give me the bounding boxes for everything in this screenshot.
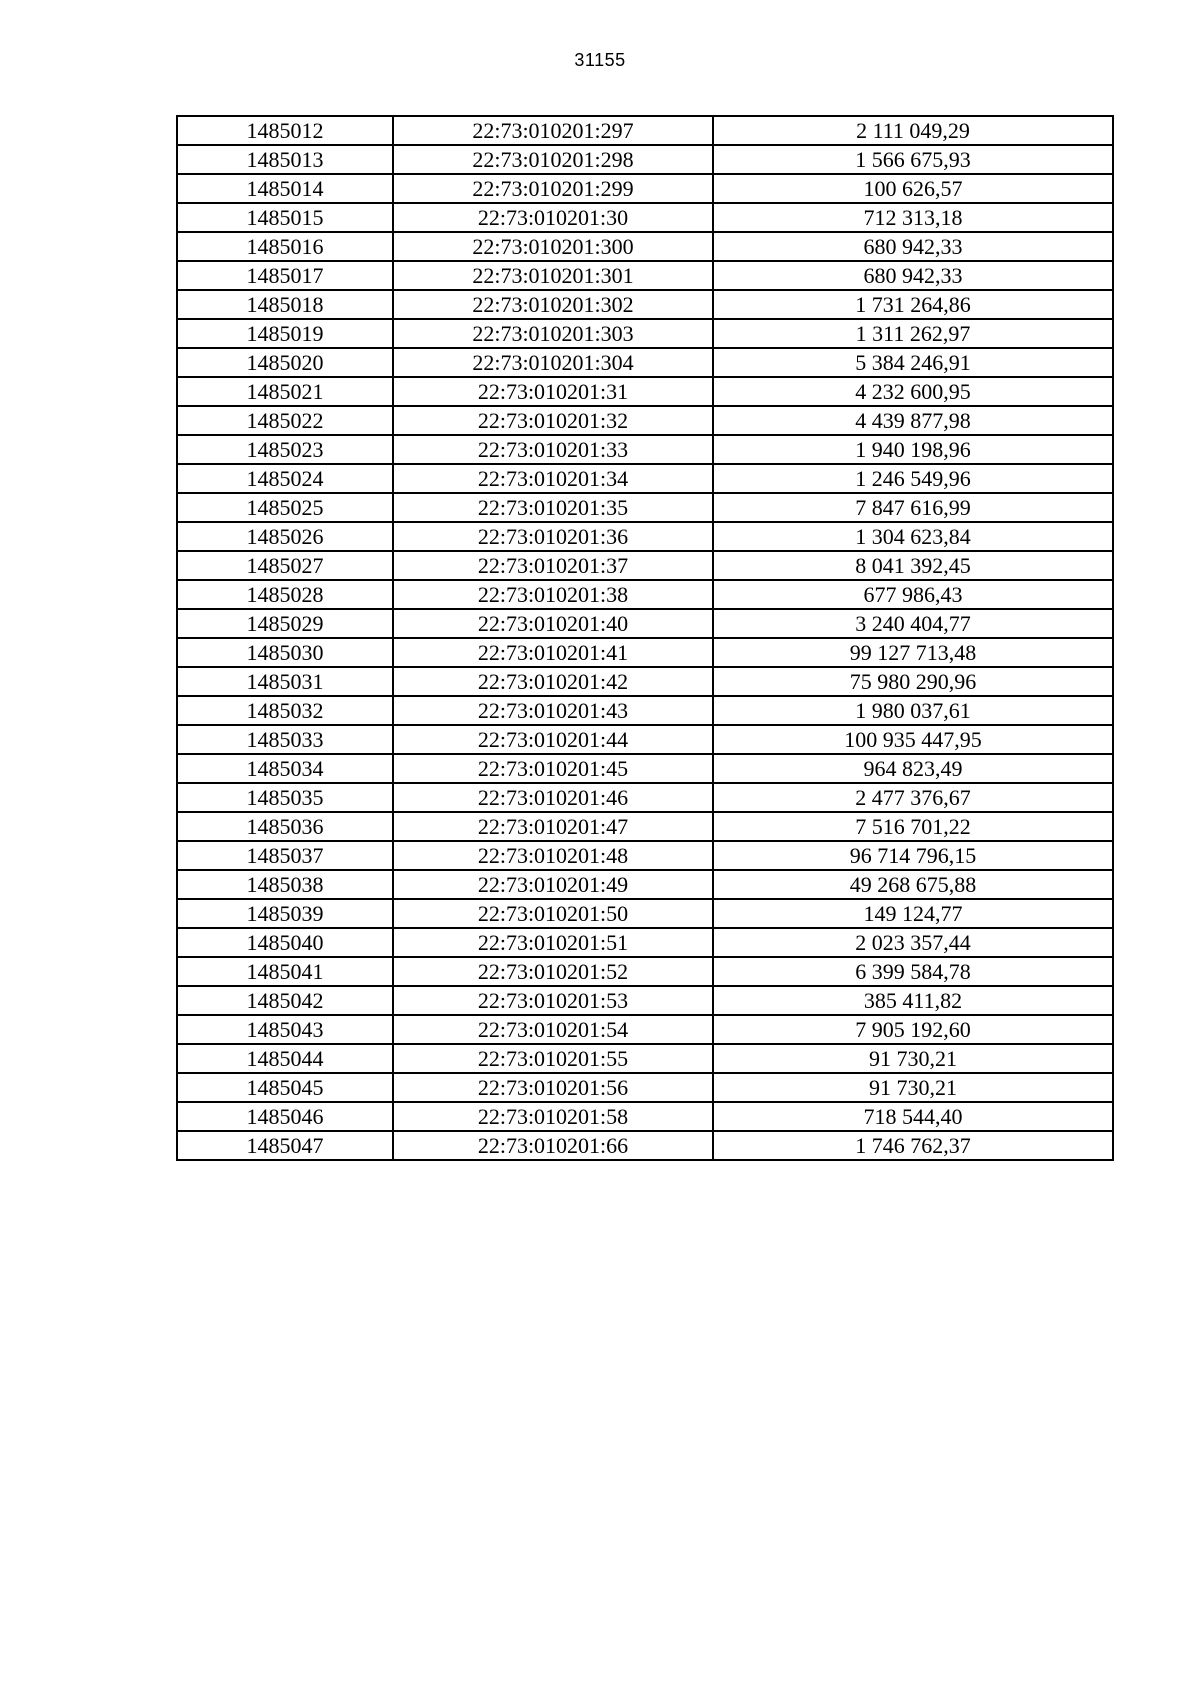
cadastral-value-cell: 7 905 192,60 (713, 1015, 1113, 1044)
table-row (177, 145, 1113, 174)
table-row (177, 406, 1113, 435)
cadastral-value-cell: 1 746 762,37 (713, 1131, 1113, 1160)
row-number-cell: 1485030 (177, 638, 393, 667)
table-row (177, 1102, 1113, 1131)
cadastral-value-cell: 712 313,18 (713, 203, 1113, 232)
page-number: 31155 (574, 50, 626, 70)
cadastral-number-cell: 22:73:010201:303 (393, 319, 713, 348)
table-row (177, 986, 1113, 1015)
cadastral-number-cell: 22:73:010201:298 (393, 145, 713, 174)
table-row (177, 580, 1113, 609)
cadastral-number-cell: 22:73:010201:304 (393, 348, 713, 377)
table-row (177, 319, 1113, 348)
cadastral-value-cell: 6 399 584,78 (713, 957, 1113, 986)
cadastral-number-cell: 22:73:010201:42 (393, 667, 713, 696)
row-number-cell: 1485013 (177, 145, 393, 174)
cadastral-value-cell: 100 626,57 (713, 174, 1113, 203)
cadastral-number-cell: 22:73:010201:56 (393, 1073, 713, 1102)
table-row (177, 783, 1113, 812)
table-row (177, 957, 1113, 986)
table-row (177, 696, 1113, 725)
cadastral-value-cell: 99 127 713,48 (713, 638, 1113, 667)
cadastral-value-cell: 1 311 262,97 (713, 319, 1113, 348)
row-number-cell: 1485021 (177, 377, 393, 406)
row-number-cell: 1485046 (177, 1102, 393, 1131)
row-number-cell: 1485028 (177, 580, 393, 609)
cadastral-value-cell: 75 980 290,96 (713, 667, 1113, 696)
cadastral-number-cell: 22:73:010201:41 (393, 638, 713, 667)
cadastral-value-cell: 8 041 392,45 (713, 551, 1113, 580)
table-row (177, 1073, 1113, 1102)
cadastral-value-cell: 1 304 623,84 (713, 522, 1113, 551)
table-row (177, 435, 1113, 464)
cadastral-number-cell: 22:73:010201:55 (393, 1044, 713, 1073)
cadastral-value-cell: 680 942,33 (713, 232, 1113, 261)
cadastral-value-cell: 1 940 198,96 (713, 435, 1113, 464)
table-row (177, 754, 1113, 783)
row-number-cell: 1485033 (177, 725, 393, 754)
cadastral-value-cell: 2 477 376,67 (713, 783, 1113, 812)
cadastral-value-cell: 7 847 616,99 (713, 493, 1113, 522)
table-row (177, 609, 1113, 638)
cadastral-value-cell: 718 544,40 (713, 1102, 1113, 1131)
cadastral-number-cell: 22:73:010201:299 (393, 174, 713, 203)
row-number-cell: 1485041 (177, 957, 393, 986)
cadastral-value-cell: 3 240 404,77 (713, 609, 1113, 638)
table-body (177, 116, 1113, 1160)
row-number-cell: 1485034 (177, 754, 393, 783)
row-number-cell: 1485014 (177, 174, 393, 203)
row-number-cell: 1485024 (177, 464, 393, 493)
cadastral-value-cell: 4 439 877,98 (713, 406, 1113, 435)
row-number-cell: 1485012 (177, 116, 393, 145)
table-row (177, 1131, 1113, 1160)
cadastral-value-cell: 5 384 246,91 (713, 348, 1113, 377)
table-row (177, 377, 1113, 406)
cadastral-number-cell: 22:73:010201:58 (393, 1102, 713, 1131)
cadastral-value-cell: 91 730,21 (713, 1044, 1113, 1073)
cadastral-value-cell: 1 246 549,96 (713, 464, 1113, 493)
cadastral-number-cell: 22:73:010201:32 (393, 406, 713, 435)
table-row (177, 638, 1113, 667)
cadastral-number-cell: 22:73:010201:33 (393, 435, 713, 464)
cadastral-value-cell: 1 980 037,61 (713, 696, 1113, 725)
row-number-cell: 1485022 (177, 406, 393, 435)
cadastral-value-cell: 1 566 675,93 (713, 145, 1113, 174)
cadastral-number-cell: 22:73:010201:44 (393, 725, 713, 754)
cadastral-value-cell: 1 731 264,86 (713, 290, 1113, 319)
cadastral-number-cell: 22:73:010201:35 (393, 493, 713, 522)
table-row (177, 1044, 1113, 1073)
table-row (177, 116, 1113, 145)
table-row (177, 522, 1113, 551)
row-number-cell: 1485019 (177, 319, 393, 348)
cadastral-value-cell: 677 986,43 (713, 580, 1113, 609)
table-row (177, 899, 1113, 928)
cadastral-number-cell: 22:73:010201:52 (393, 957, 713, 986)
table-row (177, 1015, 1113, 1044)
row-number-cell: 1485038 (177, 870, 393, 899)
cadastral-value-cell: 149 124,77 (713, 899, 1113, 928)
cadastral-value-cell: 680 942,33 (713, 261, 1113, 290)
row-number-cell: 1485027 (177, 551, 393, 580)
table-row (177, 667, 1113, 696)
row-number-cell: 1485036 (177, 812, 393, 841)
cadastral-number-cell: 22:73:010201:45 (393, 754, 713, 783)
cadastral-value-table (176, 115, 1114, 1161)
cadastral-number-cell: 22:73:010201:54 (393, 1015, 713, 1044)
row-number-cell: 1485032 (177, 696, 393, 725)
row-number-cell: 1485016 (177, 232, 393, 261)
cadastral-number-cell: 22:73:010201:51 (393, 928, 713, 957)
row-number-cell: 1485042 (177, 986, 393, 1015)
cadastral-value-cell: 96 714 796,15 (713, 841, 1113, 870)
cadastral-number-cell: 22:73:010201:301 (393, 261, 713, 290)
cadastral-value-cell: 2 023 357,44 (713, 928, 1113, 957)
row-number-cell: 1485025 (177, 493, 393, 522)
cadastral-number-cell: 22:73:010201:31 (393, 377, 713, 406)
cadastral-number-cell: 22:73:010201:302 (393, 290, 713, 319)
row-number-cell: 1485037 (177, 841, 393, 870)
row-number-cell: 1485044 (177, 1044, 393, 1073)
table-row (177, 348, 1113, 377)
row-number-cell: 1485039 (177, 899, 393, 928)
row-number-cell: 1485017 (177, 261, 393, 290)
table-row (177, 841, 1113, 870)
table-row (177, 203, 1113, 232)
row-number-cell: 1485043 (177, 1015, 393, 1044)
table-row (177, 464, 1113, 493)
table-row (177, 812, 1113, 841)
cadastral-value-cell: 4 232 600,95 (713, 377, 1113, 406)
table-row (177, 493, 1113, 522)
cadastral-number-cell: 22:73:010201:300 (393, 232, 713, 261)
table-row (177, 174, 1113, 203)
table-row (177, 870, 1113, 899)
cadastral-value-cell: 49 268 675,88 (713, 870, 1113, 899)
row-number-cell: 1485031 (177, 667, 393, 696)
row-number-cell: 1485023 (177, 435, 393, 464)
row-number-cell: 1485026 (177, 522, 393, 551)
table-row (177, 551, 1113, 580)
cadastral-number-cell: 22:73:010201:297 (393, 116, 713, 145)
cadastral-number-cell: 22:73:010201:40 (393, 609, 713, 638)
row-number-cell: 1485029 (177, 609, 393, 638)
cadastral-number-cell: 22:73:010201:46 (393, 783, 713, 812)
row-number-cell: 1485045 (177, 1073, 393, 1102)
table-row (177, 232, 1113, 261)
table-row (177, 261, 1113, 290)
cadastral-value-cell: 2 111 049,29 (713, 116, 1113, 145)
cadastral-value-cell: 100 935 447,95 (713, 725, 1113, 754)
row-number-cell: 1485018 (177, 290, 393, 319)
cadastral-value-cell: 385 411,82 (713, 986, 1113, 1015)
cadastral-value-cell: 964 823,49 (713, 754, 1113, 783)
row-number-cell: 1485047 (177, 1131, 393, 1160)
cadastral-number-cell: 22:73:010201:43 (393, 696, 713, 725)
cadastral-number-cell: 22:73:010201:30 (393, 203, 713, 232)
cadastral-number-cell: 22:73:010201:36 (393, 522, 713, 551)
table-row (177, 290, 1113, 319)
row-number-cell: 1485015 (177, 203, 393, 232)
cadastral-number-cell: 22:73:010201:34 (393, 464, 713, 493)
row-number-cell: 1485020 (177, 348, 393, 377)
cadastral-number-cell: 22:73:010201:53 (393, 986, 713, 1015)
cadastral-number-cell: 22:73:010201:50 (393, 899, 713, 928)
cadastral-value-cell: 7 516 701,22 (713, 812, 1113, 841)
cadastral-number-cell: 22:73:010201:66 (393, 1131, 713, 1160)
cadastral-number-cell: 22:73:010201:47 (393, 812, 713, 841)
cadastral-value-cell: 91 730,21 (713, 1073, 1113, 1102)
table-row (177, 928, 1113, 957)
cadastral-number-cell: 22:73:010201:48 (393, 841, 713, 870)
cadastral-number-cell: 22:73:010201:37 (393, 551, 713, 580)
row-number-cell: 1485035 (177, 783, 393, 812)
cadastral-number-cell: 22:73:010201:38 (393, 580, 713, 609)
table-row (177, 725, 1113, 754)
row-number-cell: 1485040 (177, 928, 393, 957)
cadastral-number-cell: 22:73:010201:49 (393, 870, 713, 899)
